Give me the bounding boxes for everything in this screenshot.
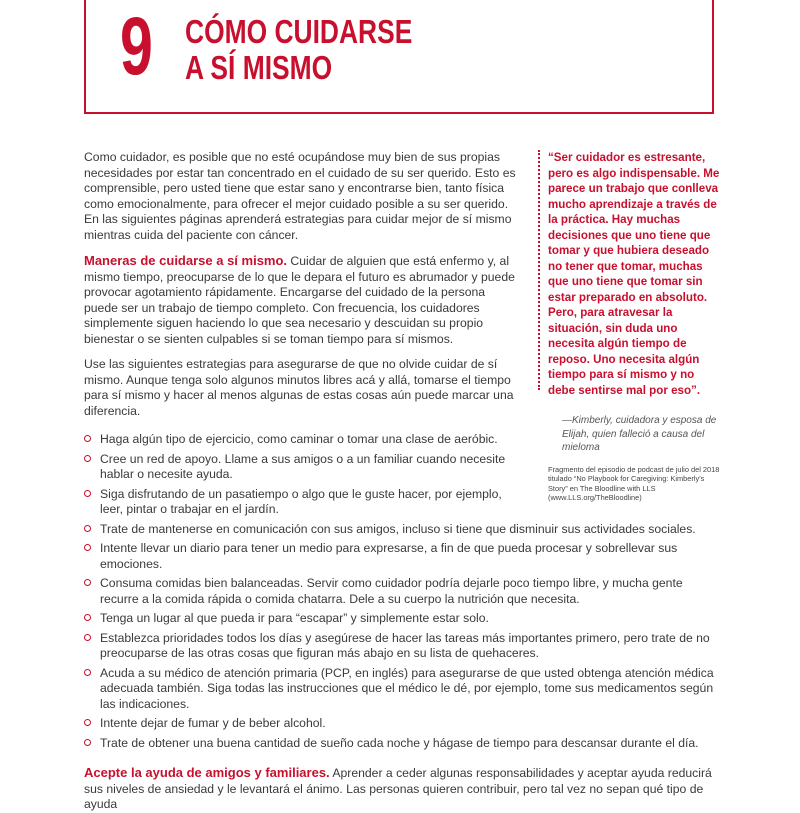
list-item: Acuda a su médico de atención primaria (PCP, en inglés) para asegurarse de que usted obtenga atención médica adecuada también. Siga todas las instrucciones que el médico le dé, por ejemplo, tome sus medicamentos según las indicaciones. xyxy=(84,666,724,713)
section1-text: Cuidar de alguien que está enfermo y, al mismo tiempo, preocuparse de lo que le depara el futuro es abrumador y puede provocar agotamiento rápidamente. Encargarse del cuidado de la persona puede ser un trabajo de tiempo completo. Con frecuencia, los cuidadores simplemente siguen haciendo lo que sea necesario y descuidan su propio bienestar o se sienten culpables si se toman tiempo para sí mismos. xyxy=(84,254,515,346)
bullet-circle-icon xyxy=(84,455,91,462)
list-item: Intente dejar de fumar y de beber alcohol. xyxy=(84,716,724,732)
bullet-circle-icon xyxy=(84,525,91,532)
list-item: Haga algún tipo de ejercicio, como caminar o tomar una clase de aeróbic. xyxy=(84,432,520,448)
quote-attribution: —Kimberly, cuidadora y esposa de Elijah, quien falleció a causa del mieloma xyxy=(562,415,717,453)
list-item: Cree un red de apoyo. Llame a sus amigos o a un familiar cuando necesite hablar o necesite ayuda. xyxy=(84,452,520,483)
section2-text: Aprender a ceder algunas responsabilidades y aceptar ayuda reducirá sus niveles de ansiedad y le levantará el ánimo. Las personas quieren contribuir, pero tal vez no sepan qué tipo de ayuda xyxy=(84,766,712,811)
bullet-circle-icon xyxy=(84,614,91,621)
section2-paragraph xyxy=(84,765,724,813)
chapter-title-line2: A SÍ MISMO xyxy=(185,49,333,86)
section1-lead: Maneras de cuidarse a sí mismo. xyxy=(84,253,288,268)
list-item: Tenga un lugar al que pueda ir para “escapar” y simplemente estar solo. xyxy=(84,611,724,627)
bullet-circle-icon xyxy=(84,634,91,641)
tips-list xyxy=(84,432,724,755)
main-column xyxy=(84,150,520,429)
section2-lead: Acepte la ayuda de amigos y familiares. xyxy=(84,765,330,780)
bullet-circle-icon xyxy=(84,669,91,676)
quote-divider xyxy=(538,150,542,390)
bullet-circle-icon xyxy=(84,490,91,497)
list-item: Trate de mantenerse en comunicación con sus amigos, incluso si tiene que disminuir sus actividades sociales. xyxy=(84,522,724,538)
bullet-circle-icon xyxy=(84,435,91,442)
chapter-title-line1: CÓMO CUIDARSE xyxy=(185,13,413,50)
bullet-circle-icon xyxy=(84,719,91,726)
list-item: Intente llevar un diario para tener un medio para expresarse, a fin de que pueda procesar y sobrellevar sus emociones. xyxy=(84,541,724,572)
pull-quote: “Ser cuidador es estresante, pero es algo indispensable. Me parece un trabajo que conlleva mucho aprendizaje a través de la práctica. Hay muchas decisiones que uno tiene que tomar y que hubiera deseado no tener que tomar, muchas que uno tiene que tomar sin estar preparado en absoluto. Pero, para atravesar la situación, sin duda uno necesita algún tiempo de reposo. Uno necesita algún tiempo para sí mismo y no debe sentirse mal por eso”. xyxy=(548,151,720,397)
chapter-number: 9 xyxy=(120,1,153,92)
chapter-title xyxy=(185,14,412,86)
bullet-circle-icon xyxy=(84,739,91,746)
section1-paragraph xyxy=(84,253,520,347)
bullet-circle-icon xyxy=(84,544,91,551)
list-item: Siga disfrutando de un pasatiempo o algo que le guste hacer, por ejemplo, leer, pintar o trabajar en el jardín. xyxy=(84,487,520,518)
list-item: Establezca prioridades todos los días y asegúrese de hacer las tareas más importantes primero, pero trate de no preocuparse de las otras cosas que figuran más abajo en su lista de quehaceres. xyxy=(84,631,724,662)
list-item: Consuma comidas bien balanceadas. Servir como cuidador podría dejarle poco tiempo libre, y mucha gente recurre a la comida rápida o comida chatarra. Dele a su cuerpo la nutrición que necesita. xyxy=(84,576,724,607)
strategies-intro-paragraph: Use las siguientes estrategias para asegurarse de que no olvide cuidar de sí mismo. Aunque tenga solo algunos minutos libres acá y allá, tomarse el tiempo para sí mismo y hacer al menos algunas de estas cosas aún puede marcar una diferencia. xyxy=(84,357,514,418)
bullet-circle-icon xyxy=(84,579,91,586)
intro-paragraph: Como cuidador, es posible que no esté ocupándose muy bien de sus propias necesidades por estar tan concentrado en el cuidado de su ser querido. Esto es comprensible, pero usted tiene que estar sano y encontrarse bien, tanto física como emocionalmente, para ofrecer el mejor cuidado posible a su ser querido. En las siguientes páginas aprenderá estrategias para cuidar mejor de sí mismo mientras cuida del paciente con cáncer. xyxy=(84,150,516,242)
quote-source: Fragmento del episodio de podcast de julio del 2018 titulado “No Playbook for Caregiving: Kimberly’s Story” en The Bloodline with LLS (www.LLS.org/TheBloodline) xyxy=(548,464,720,502)
list-item: Trate de obtener una buena cantidad de sueño cada noche y hágase de tiempo para descansar durante el día. xyxy=(84,736,724,752)
